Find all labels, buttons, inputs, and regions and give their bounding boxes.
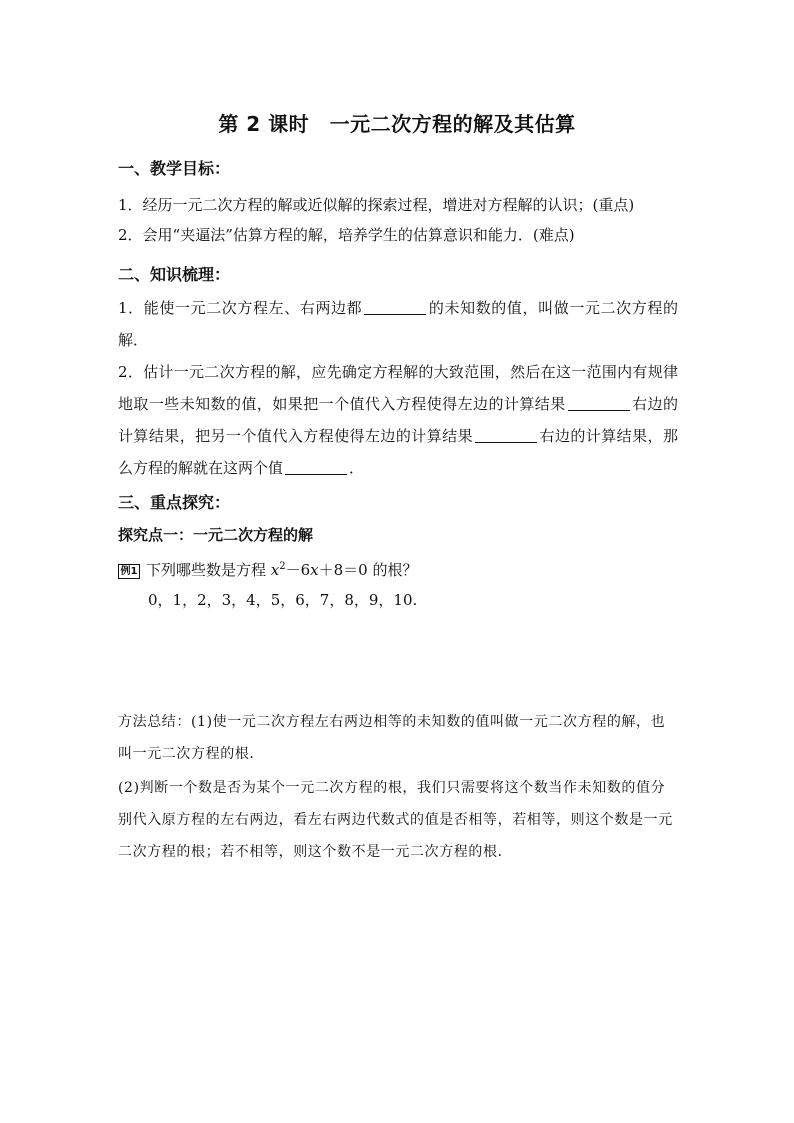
point-heading: 探究点一：一元二次方程的解 <box>118 526 314 544</box>
example-badge-icon: 例1 <box>118 564 140 579</box>
fill-blank[interactable] <box>364 313 426 315</box>
method-para-1: 方法总结：(1)使一元二次方程左右两边相等的未知数的值叫做一元二次方程的解，也叫一元二次方程的根． <box>118 714 666 762</box>
section-knowledge <box>118 262 678 285</box>
method-para-2: (2)判断一个数是否为某个一元二次方程的根，我们只需要将这个数当作未知数的值分别代入原方程的左右两边，看左右两边代数式的值是否相等，若相等，则这个数是一元二次方程的根；若不相等，则这个数不是一元二次方程的根． <box>118 780 673 860</box>
math-exponent: 2 <box>279 561 286 572</box>
section-heading: 三、重点探究： <box>118 493 231 512</box>
text-segment: 2．估计一元二次方程的解，应先确定方程解的大致范围，然后在这一范围内有规律地取一些未知数的值，如果把一个值代入方程使得左边的计算结果 <box>118 363 678 413</box>
knowledge-content <box>118 292 678 484</box>
example-1 <box>118 552 678 615</box>
example-question <box>118 552 678 585</box>
method-summary <box>118 706 678 868</box>
section-key-exploration <box>118 490 678 513</box>
knowledge-item-1 <box>118 292 678 356</box>
fill-blank[interactable] <box>568 409 630 411</box>
text-segment: 右边的计算结果，把另一个值代入方程使得左边的计算结果 <box>118 395 678 445</box>
knowledge-item-2 <box>118 356 678 484</box>
fill-blank[interactable] <box>285 473 347 475</box>
text-segment: 1．能使一元二次方程左、右两边都 <box>118 299 363 317</box>
math-variable: x <box>270 561 280 579</box>
goals-list <box>118 190 678 250</box>
math-variable: x <box>310 561 319 579</box>
section-heading: 一、教学目标： <box>118 159 231 178</box>
goal-item-2: 2．会用“夹逼法”估算方程的解，培养学生的估算意识和能力．(难点) <box>118 226 575 244</box>
section-heading: 二、知识梳理： <box>118 265 231 284</box>
text-segment: －6 <box>285 561 311 579</box>
text-segment: 下列哪些数是方程 <box>146 561 271 579</box>
text-segment: ． <box>349 459 365 477</box>
text-segment: 的未知数的值，叫做一元二次方程的解． <box>118 299 678 349</box>
fill-blank[interactable] <box>475 441 537 443</box>
text-segment: 右边的计算结果，那么方程的解就在这两个值 <box>118 427 678 477</box>
page-title: 第 2 课时 一元二次方程的解及其估算 <box>218 112 576 136</box>
text-segment: ＋8＝0 的根？ <box>318 561 418 579</box>
section-teaching-goals <box>118 156 678 179</box>
goal-item-1: 1．经历一元二次方程的解或近似解的探索过程，增进对方程解的认识；(重点) <box>118 196 635 214</box>
example-options: 0，1，2，3，4，5，6，7，8，9，10. <box>148 591 418 609</box>
exploration-point-1 <box>118 524 678 545</box>
